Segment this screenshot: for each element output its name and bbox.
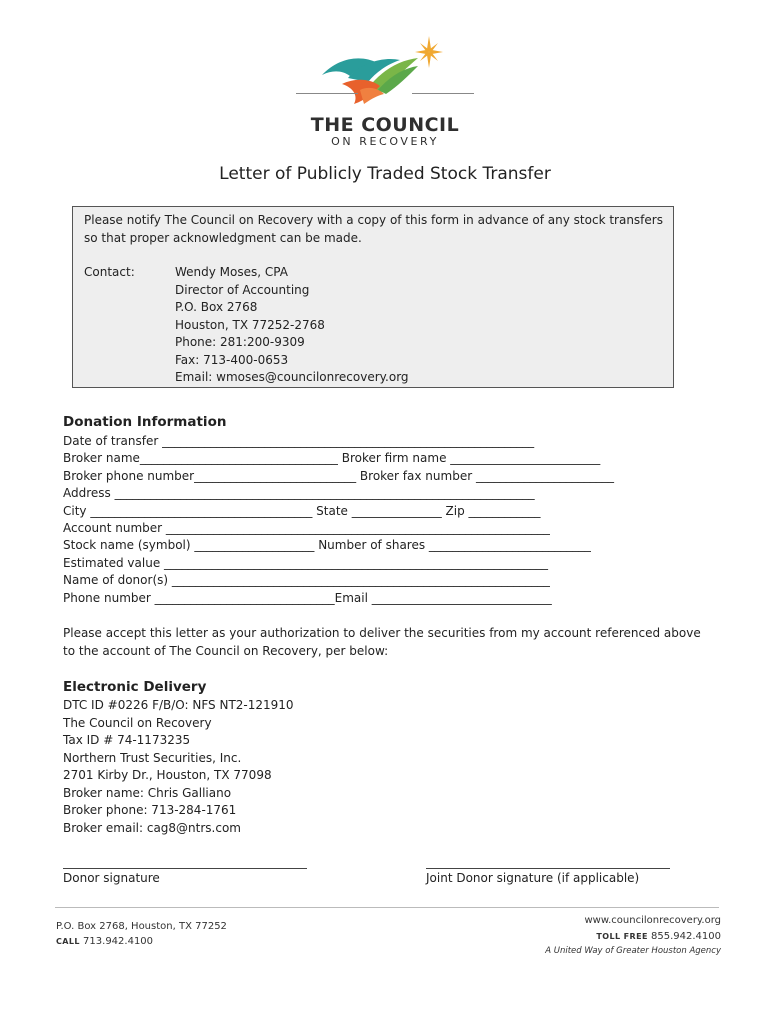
contact-label: Contact: [84,265,135,279]
call-number: 713.942.4100 [83,936,154,947]
broker-address: 2701 Kirby Dr., Houston, TX 77098 [63,768,272,782]
joint-signature-line[interactable] [426,868,670,869]
city-state-zip-field[interactable]: City _____________________________________ State _______________ Zip ____________ [63,503,541,518]
footer-left [56,919,227,949]
agency-tagline: A United Way of Greater Houston Agency [545,946,721,956]
joint-signature-label: Joint Donor signature (if applicable) [426,871,640,885]
contact-fax: Fax: 713-400-0653 [175,352,289,367]
donor-signature-label: Donor signature [63,871,160,885]
donation-heading: Donation Information [63,414,227,430]
contact-po-box: P.O. Box 2768 [175,300,258,314]
broker-name: Broker name: Chris Galliano [63,785,232,800]
electronic-delivery-details [63,697,294,837]
notice-box [72,206,674,388]
beneficiary: The Council on Recovery [63,715,212,730]
logo-rule-left [296,93,358,94]
address-field[interactable]: Address ______________________________________________________________________ [63,486,535,501]
footer-right [480,913,721,960]
document-title: Letter of Publicly Traded Stock Transfer [219,164,551,184]
logo-subtitle: ON RECOVERY [331,135,439,148]
tax-id: Tax ID # 74-1173235 [63,733,191,747]
estimated-value-field[interactable]: Estimated value ________________________________________________________________ [63,555,549,570]
broker-phone-field[interactable]: Broker phone number___________________________ Broker fax number _______________________ [63,468,614,483]
donor-name-field[interactable]: Name of donor(s) _______________________________________________________________ [63,573,550,588]
footer-divider [55,907,719,908]
footer-website[interactable]: www.councilonrecovery.org [584,915,721,926]
authorization-text: Please accept this letter as your authorization to deliver the securities from my account referenced above to the account of The Council on Recovery, per below: [63,626,701,658]
bird-logo-icon [290,30,480,110]
footer-address: P.O. Box 2768, Houston, TX 77252 [56,921,227,932]
contact-city: Houston, TX 77252-2768 [175,317,325,332]
logo-rule-right [412,93,474,94]
broker-name-field[interactable]: Broker name_________________________________ Broker firm name _________________________ [63,451,601,466]
donor-signature-line[interactable] [63,868,307,869]
contact-phone: Phone: 281:200-9309 [175,335,305,349]
broker-phone: Broker phone: 713-284-1761 [63,803,237,817]
logo-title: THE COUNCIL [310,114,460,136]
contact-details [175,264,409,387]
notice-text: Please notify The Council on Recovery with a copy of this form in advance of any stock transfers so that proper acknowledgment can be made. [84,213,663,245]
contact-name: Wendy Moses, CPA [175,265,288,279]
account-number-field[interactable]: Account number ________________________________________________________________ [63,521,550,536]
call-label: CALL [56,937,80,946]
dtc-id: DTC ID #0226 F/B/O: NFS NT2-121910 [63,698,294,712]
donation-form [63,433,688,607]
contact-title: Director of Accounting [175,282,310,297]
broker-email: Broker email: cag8@ntrs.com [63,820,241,835]
date-of-transfer-field[interactable]: Date of transfer ______________________________________________________________ [63,434,535,448]
electronic-delivery-heading: Electronic Delivery [63,679,207,695]
toll-free-number: 855.942.4100 [651,930,721,942]
toll-free-label: TOLL FREE [596,931,648,941]
stock-name-field[interactable]: Stock name (symbol) ____________________ Number of shares ___________________________ [63,538,591,553]
phone-email-field[interactable]: Phone number ______________________________Email ______________________________ [63,590,552,605]
council-logo [290,30,480,150]
contact-email: Email: wmoses@councilonrecovery.org [175,370,409,384]
broker-firm: Northern Trust Securities, Inc. [63,750,242,765]
